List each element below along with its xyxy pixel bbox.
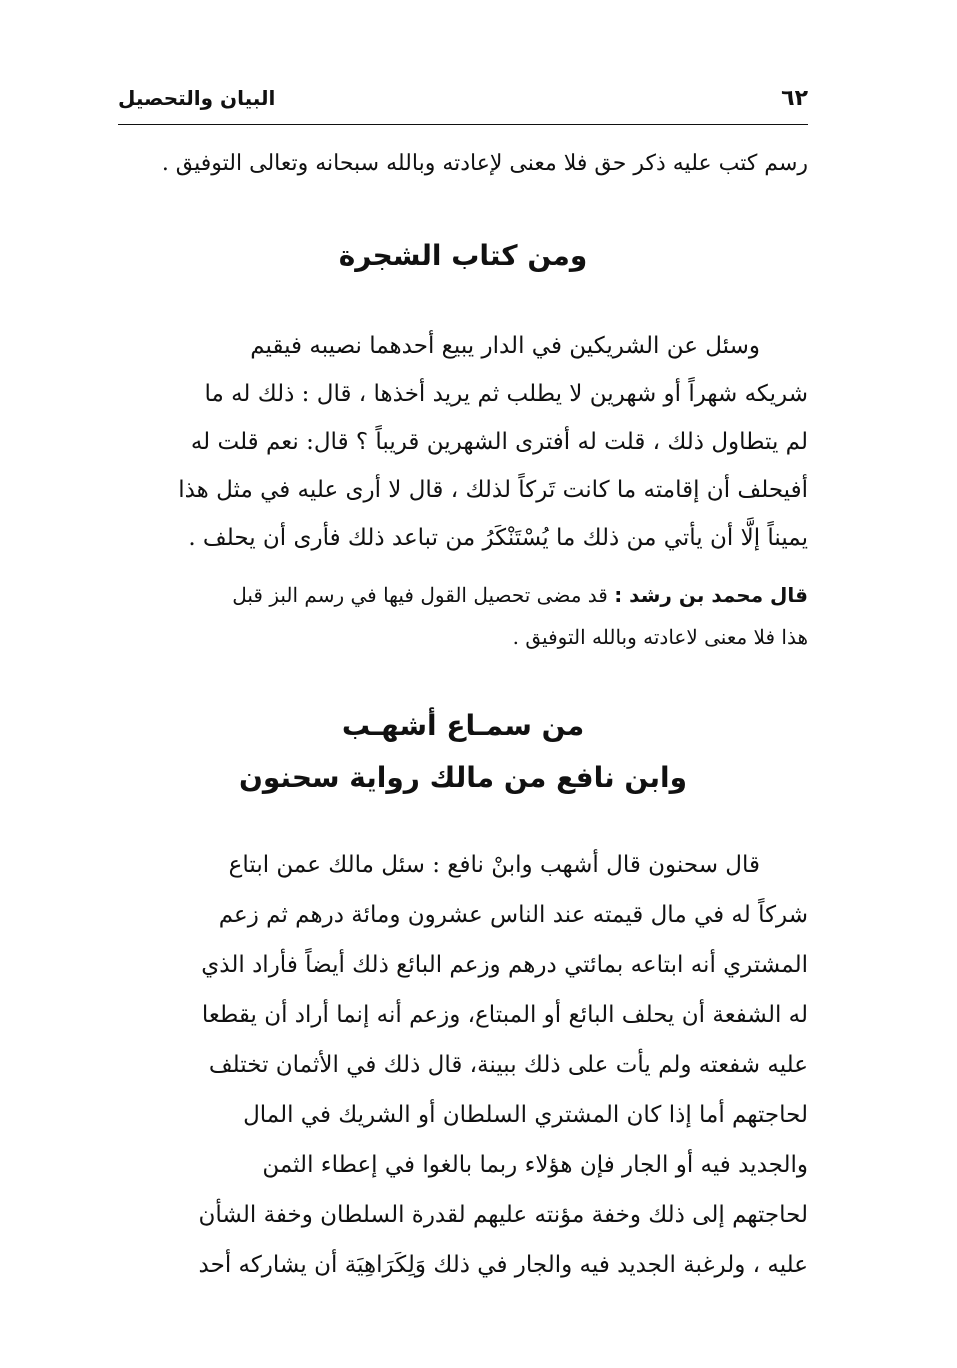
text-line: أفيحلف أن إقامته ما كانت تَركاً لذلك ، قال لا أرى عليه في مثل هذا (178, 477, 808, 503)
text-line: عليه ، ولرغبة الجديد فيه والجار في ذلك وَلِكَرَاهِيَة أن يشاركه أحد (198, 1252, 808, 1278)
section-heading: ومن كتاب الشجرة (338, 239, 588, 272)
commentary-text: قد مضى تحصيل القول فيها في رسم البز قبل (232, 583, 608, 607)
text-line: هذا فلا معنى لاعادته وبالله التوفيق . (512, 625, 808, 649)
text-line: رسم كتب عليه ذكر حق فلا معنى لإعادته وبالله سبحانه وتعالى التوفيق . (161, 151, 808, 176)
question-paragraph (118, 322, 808, 562)
text-line: قال سحنون قال أشهب وابنْ نافع : سئل مالك عمن ابتاع (228, 852, 760, 878)
page-header (118, 80, 808, 125)
text-line: لم يتطاول ذلك ، قلت له أفترى الشهرين قريباً ؟ قال: نعم قلت له (190, 429, 808, 455)
text-line (118, 574, 808, 616)
section-heading-2 (118, 700, 808, 804)
running-title: البيان والتحصيل (118, 86, 276, 110)
text-line: وسئل عن الشريكين في الدار يبيع أحدهما نصيبه فيقيم (250, 333, 760, 359)
text-line: المشتري أنه ابتاعه بمائتي درهم وزعم البائع ذلك أيضاً فأراد الذي (201, 952, 808, 978)
text-line: له الشفعة أن يحلف البائع أو المبتاع، وزعم أنه إنما أراد أن يقطعا (201, 1002, 808, 1028)
text-line: لحاجتهم أما إذا كان المشتري السلطان أو الشريك في المال (243, 1102, 808, 1128)
text-line: لحاجتهم إلى ذلك وخفة مؤنته عليهم لقدرة السلطان وخفة الشأن (198, 1202, 808, 1228)
narration-paragraph (118, 840, 808, 1290)
commentator-name: قال محمد بن رشد : (614, 583, 808, 607)
text-line: شريكه شهراً أو شهرين لا يطلب ثم يريد أخذها ، قال : ذلك له ما (204, 381, 808, 407)
page-number: ٦٢ (781, 86, 808, 111)
text-line: يميناً إلَّا أن يأتي من ذلك ما يُسْتَنْكَرُ من تباعد ذلك فأرى أن يحلف . (188, 525, 808, 551)
heading-line: وابن نافع من مالك رواية سحنون (238, 761, 688, 794)
text-line: والجديد فيه أو الجار فإن هؤلاء ربما بالغوا في إعطاء الثمن (262, 1152, 808, 1178)
continuation-text (118, 142, 808, 186)
text-line: شركاً له في مال قيمته عند الناس عشرون ومائة درهم ثم زعم (218, 902, 808, 928)
heading-line: من سمـاع أشهـب (341, 709, 585, 742)
commentary-paragraph (118, 574, 808, 658)
text-line: عليه شفعته ولم يأت على ذلك ببينة، قال ذلك في الأثمان تختلف (208, 1052, 808, 1078)
